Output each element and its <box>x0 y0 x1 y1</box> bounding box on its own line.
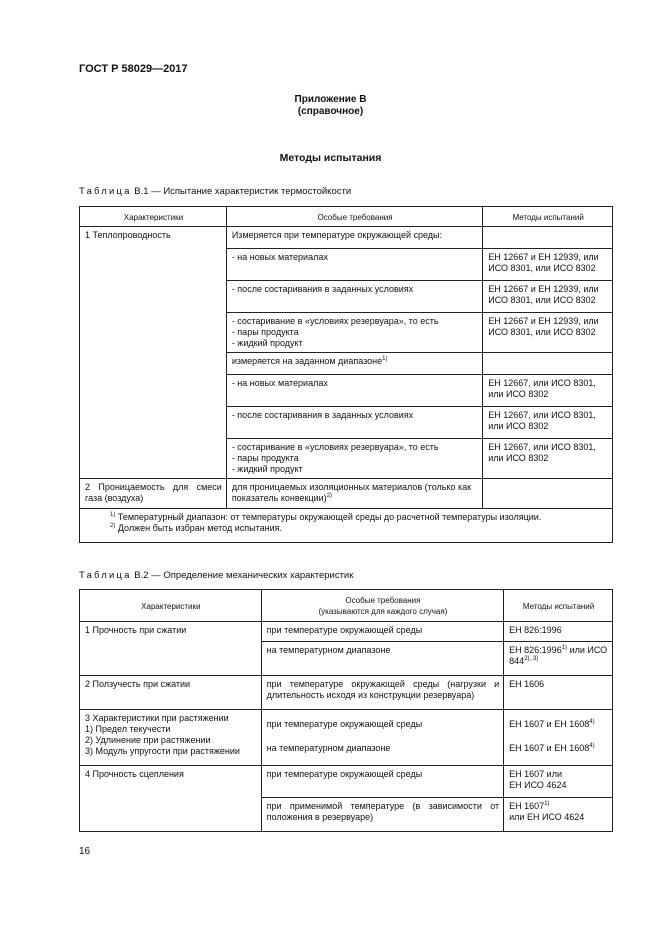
table2-method-text: ЕН 1607 и ЕН 1608 <box>509 719 590 729</box>
table2-requirement-line: при температуре окружающей среды <box>266 719 423 729</box>
table2-g3-label-line: 1) Предел текучести <box>85 724 171 734</box>
table1-method: ЕН 12667 и ЕН 12939, или ИСО 8301, или ИСО 8302 <box>483 249 613 281</box>
table1-method: ЕН 12667, или ИСО 8301, или ИСО 8302 <box>483 439 613 479</box>
table2-method-line <box>509 743 608 754</box>
table2-g2-label: 2 Ползучесть при сжатии <box>80 676 262 710</box>
table1-method <box>483 227 613 249</box>
table1-method: ЕН 12667, или ИСО 8301, или ИСО 8302 <box>483 407 613 439</box>
annex-title: Приложение В <box>294 94 367 105</box>
table2-method: ЕН 1606 <box>504 676 613 710</box>
table2-g1-label: 1 Прочность при сжатии <box>80 622 262 676</box>
section-title: Методы испытания <box>279 152 382 164</box>
table2-g3-label <box>80 710 262 766</box>
table1-header-methods: Методы испытаний <box>483 207 613 227</box>
table1-header-requirements: Особые требования <box>226 207 482 227</box>
footnote-mark: 4) <box>589 719 595 725</box>
table2-header-requirements <box>261 590 503 622</box>
table2-requirement: при температуре окружающей среды <box>261 766 503 798</box>
table2-header-requirements-line1: Особые требования <box>345 596 421 605</box>
table-row <box>80 710 613 766</box>
table2-requirement <box>261 710 503 766</box>
footnote-mark: 1) <box>110 512 116 518</box>
table1-requirement-line: - жидкий продукт <box>231 338 303 348</box>
page-number: 16 <box>79 846 91 857</box>
table1-note-text: Температурный диапазон: от температуры окружающей среды до расчетной температуры изоляции. <box>117 512 542 522</box>
table1-requirement <box>226 479 482 509</box>
table1-method: ЕН 12667 и ЕН 12939, или ИСО 8301, или ИСО 8302 <box>483 281 613 313</box>
table1-requirement <box>226 353 482 375</box>
table2-method-text: ИСО 844 <box>509 645 608 666</box>
table2-header-row <box>80 590 613 622</box>
table2-method-text: ЕН 826:1996 <box>509 645 562 655</box>
table2-g3-label-line: 3) Модуль упругости при растяжении <box>85 746 240 756</box>
table2-header-characteristics: Характеристики <box>80 590 262 622</box>
annex-subtitle: (справочное) <box>297 106 364 117</box>
table2 <box>79 589 613 832</box>
table1-requirement-line: - пары продукта <box>231 327 299 337</box>
footnote-mark: 2) <box>110 523 116 529</box>
table2-header-requirements-line2: (указываются для каждого случая) <box>318 607 448 616</box>
table2-method-line: ЕН 1607 или <box>509 769 562 779</box>
table-row <box>80 479 613 509</box>
table2-method-line: или ЕН ИСО 4624 <box>509 812 585 822</box>
table1-caption <box>79 186 351 197</box>
table1-requirement: - после состаривания в заданных условиях <box>226 281 482 313</box>
table2-method-text: ЕН 1607 <box>509 801 545 811</box>
table1-notes-row <box>80 509 613 543</box>
table1-requirement: - на новых материалах <box>226 249 482 281</box>
table2-method <box>504 710 613 766</box>
table1-requirement-line: - пары продукта <box>231 453 299 463</box>
table1-requirement-line: - состаривание в «условиях резервуара», то есть <box>231 442 439 452</box>
table2-method <box>504 798 613 832</box>
table1-method <box>483 479 613 509</box>
table2-requirement: на температурном диапазоне <box>261 642 503 676</box>
footnote-mark: 2) <box>326 493 333 499</box>
table1-requirement-line: - состаривание в «условиях резервуара», то есть <box>231 316 439 326</box>
document-header: ГОСТ Р 58029—2017 <box>79 63 188 75</box>
table-row <box>80 622 613 642</box>
table2-caption-label: Таблица <box>79 570 132 581</box>
table2-method-text: или <box>569 645 585 655</box>
table2-method: ЕН 826:1996 <box>504 622 613 642</box>
table2-caption <box>79 570 353 581</box>
table1-notes <box>80 509 613 543</box>
table1-requirement: - после состаривания в заданных условиях <box>226 407 482 439</box>
table1-note <box>110 512 608 523</box>
table1-caption-text: В.1 — Испытание характеристик термостойкости <box>134 186 352 197</box>
table-row <box>80 676 613 710</box>
table2-header-methods: Методы испытаний <box>504 590 613 622</box>
table2-caption-text: В.2 — Определение механических характеристик <box>134 570 354 581</box>
table2-method-text: ЕН 1607 и ЕН 1608 <box>509 743 590 753</box>
table2-requirement: при температуре окружающей среды <box>261 622 503 642</box>
table1-note <box>110 523 608 534</box>
table1-group1-label: 1 Теплопроводность <box>80 227 227 479</box>
table2-requirement-line: на температурном диапазоне <box>266 743 391 753</box>
table2-requirement: при применимой температуре (в зависимости от положения в резервуаре) <box>261 798 503 832</box>
table1-caption-label: Таблица <box>79 186 132 197</box>
table1-requirement-text: измеряется на заданном диапазоне <box>231 356 383 366</box>
table2-requirement: при температуре окружающей среды (нагрузки и длительность исходя из конструкции резервуара) <box>261 676 503 710</box>
table1-requirement-line: - жидкий продукт <box>231 464 303 474</box>
table1-method: ЕН 12667, или ИСО 8301, или ИСО 8302 <box>483 375 613 407</box>
table2-g3-label-line: 2) Удлинение при растяжении <box>85 735 211 745</box>
table1-requirement <box>226 439 482 479</box>
table2-method-line <box>509 801 608 812</box>
footnote-mark: 4) <box>589 743 595 749</box>
table2-g3-label-line: 3 Характеристики при растяжении <box>85 713 229 723</box>
table-row <box>80 227 613 249</box>
footnote-mark: 2), 3) <box>524 656 539 662</box>
table2-method-line <box>509 719 608 730</box>
table2-method <box>504 766 613 798</box>
footnote-mark: 1) <box>544 801 550 807</box>
table1-requirement-text: для проницаемых изоляционных материалов (только как показатель конвекции) <box>231 482 472 503</box>
table2-method <box>504 642 613 676</box>
table1-header-row <box>80 207 613 227</box>
table1-note-text: Должен быть избран метод испытания. <box>117 523 282 533</box>
footnote-mark: 1) <box>382 356 388 362</box>
table1-requirement: Измеряется при температуре окружающей среды: <box>226 227 482 249</box>
footnote-mark: 1) <box>561 645 568 651</box>
table1-requirement: - на новых материалах <box>226 375 482 407</box>
table-row <box>80 766 613 798</box>
table1-method <box>483 353 613 375</box>
table1-requirement <box>226 313 482 353</box>
table1-header-characteristics: Характеристики <box>80 207 227 227</box>
table2-g4-label: 4 Прочность сцепления <box>80 766 262 832</box>
annex-heading <box>0 94 661 118</box>
table1-method: ЕН 12667 и ЕН 12939, или ИСО 8301, или ИСО 8302 <box>483 313 613 353</box>
table1-group2-label: 2 Проницаемость для смеси газа (воздуха) <box>80 479 227 509</box>
table2-method-line: ЕН ИСО 4624 <box>509 780 567 790</box>
table1 <box>79 206 613 543</box>
